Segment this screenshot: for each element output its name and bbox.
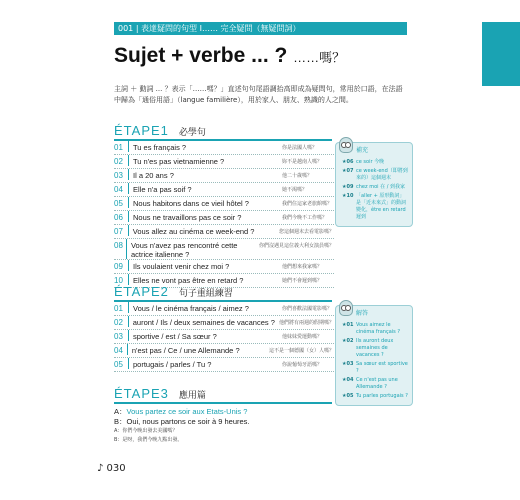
note-item-key: ★10 bbox=[342, 193, 354, 199]
etape2-row bbox=[114, 316, 334, 330]
note-answers-head bbox=[339, 298, 368, 317]
french-sentence: Elle n'a pas soif ? bbox=[128, 183, 278, 194]
note-item bbox=[342, 184, 408, 191]
french-sentence: Vous allez au cinéma ce week-end ? bbox=[128, 225, 275, 236]
sentence-number: 04 bbox=[114, 346, 123, 355]
note-item-text: Sa sœur est sportive ? bbox=[356, 361, 408, 374]
note-item-key: ★09 bbox=[342, 184, 354, 190]
chinese-translation: 他們想來我家嗎？ bbox=[282, 264, 323, 270]
etape3-heading bbox=[114, 386, 206, 401]
note-item-text: Vous aimez le cinéma français ? bbox=[356, 322, 401, 335]
sentence-number: 08 bbox=[114, 241, 123, 250]
etape1-row bbox=[114, 155, 334, 169]
note-item bbox=[342, 361, 408, 375]
chinese-translation: 您這個週末去看電影嗎？ bbox=[278, 229, 334, 235]
speaker-label: B： bbox=[114, 417, 127, 426]
title-sub: ……嗎？ bbox=[293, 50, 346, 65]
owl-icon bbox=[339, 300, 353, 316]
french-sentence: Vous n'avez pas rencontré cette actrice italienne ? bbox=[126, 239, 255, 259]
note-item-key: ★01 bbox=[342, 322, 354, 328]
french-sentence: Tu n'es pas vietnamienne ? bbox=[128, 155, 278, 166]
dialogue-french: Vous partez ce soir aux Etats-Unis ? bbox=[126, 407, 248, 416]
chinese-translation: 他妹妹愛運動嗎？ bbox=[282, 334, 323, 340]
etape3-caption: 應用篇 bbox=[178, 390, 206, 400]
chinese-translation: 我們今晚不工作嗎？ bbox=[282, 215, 328, 221]
etape2-caption: 句子重組練習 bbox=[178, 288, 233, 298]
note-item bbox=[342, 393, 408, 400]
sentence-number: 09 bbox=[114, 262, 123, 271]
sentence-number: 01 bbox=[114, 304, 123, 313]
etape1-row bbox=[114, 260, 334, 274]
sentence-number: 03 bbox=[114, 332, 123, 341]
note-item-text: chez moi 在 / 到我家 bbox=[356, 184, 405, 190]
sentence-number: 03 bbox=[114, 171, 123, 180]
note-answers-title: 解答 bbox=[356, 310, 369, 317]
title-main: Sujet + verbe ... ? bbox=[114, 44, 288, 67]
etape2-row bbox=[114, 302, 334, 316]
etape2-row bbox=[114, 358, 334, 372]
note-item bbox=[342, 377, 408, 391]
chinese-translation: 他們將有兩週的假期嗎？ bbox=[278, 320, 334, 326]
etape1-row bbox=[114, 141, 334, 155]
etape2-label: ÉTAPE2 bbox=[114, 284, 169, 299]
sentence-number: 10 bbox=[114, 276, 123, 285]
french-sentence: portugais / parles / Tu ? bbox=[128, 358, 278, 369]
dialogue-line bbox=[114, 407, 344, 417]
etape1-row bbox=[114, 169, 334, 183]
sentence-number: 02 bbox=[114, 318, 123, 327]
french-sentence: Vous / le cinéma français / aimez ? bbox=[128, 302, 278, 313]
dialogue-translation: B：是呀，我們今晚九點出發。 bbox=[114, 437, 183, 443]
chinese-translation: 我們住這家老旅館嗎？ bbox=[282, 201, 333, 207]
note-answers bbox=[335, 305, 413, 406]
sentence-number: 02 bbox=[114, 157, 123, 166]
note-supplement-title: 補充 bbox=[356, 147, 369, 154]
etape1-sentence-list bbox=[114, 141, 334, 288]
etape2-exercise-list bbox=[114, 302, 334, 372]
etape1-row bbox=[114, 225, 334, 239]
note-item-text: ce soir 今晚 bbox=[356, 159, 385, 165]
etape2-heading bbox=[114, 284, 233, 299]
chinese-translation: 這不是一個德國（女）人嗎？ bbox=[268, 348, 334, 354]
etape1-row bbox=[114, 197, 334, 211]
dialogue-line bbox=[114, 417, 344, 427]
page-number: ♪ 030 bbox=[97, 463, 126, 474]
french-sentence: Il a 20 ans ? bbox=[128, 169, 278, 180]
intro-line: 主詞 ＋ 動詞 ... ？表示「……嗎？」直述句句尾語調抬高即成為疑問句，常用於口語，在法語 bbox=[114, 85, 403, 93]
note-item bbox=[342, 322, 408, 336]
chinese-translation: 他二十歲嗎？ bbox=[282, 173, 313, 179]
etape1-row bbox=[114, 183, 334, 197]
note-item-key: ★06 bbox=[342, 159, 354, 165]
intro-text bbox=[114, 84, 414, 106]
note-supplement bbox=[335, 142, 413, 227]
french-sentence: Elles ne vont pas être en retard ? bbox=[128, 274, 278, 285]
note-item-key: ★03 bbox=[342, 361, 354, 367]
etape2-row bbox=[114, 330, 334, 344]
side-tab bbox=[482, 22, 520, 86]
french-sentence: auront / Ils / deux semaines de vacances ? bbox=[128, 316, 275, 327]
chinese-translation: 她不渴嗎？ bbox=[282, 187, 308, 193]
intro-line: 中歸為「通俗用語」（langue familière），用於家人、朋友、熟識的人之間。 bbox=[114, 96, 353, 104]
etape3-divider bbox=[114, 402, 332, 404]
chapter-header-bar bbox=[114, 22, 407, 35]
sentence-number: 05 bbox=[114, 360, 123, 369]
note-item-text: 「aller + 原形動詞」是「近未來式」的動詞變化，être en retard 遲到 bbox=[356, 193, 407, 220]
note-item-key: ★07 bbox=[342, 168, 354, 174]
note-item-text: ce week-end（即將到來的）這個週末 bbox=[356, 168, 408, 181]
chinese-translation: 你是法國人嗎？ bbox=[282, 145, 318, 151]
french-sentence: Tu es français ? bbox=[128, 141, 278, 152]
etape1-label: ÉTAPE1 bbox=[114, 123, 169, 138]
etape1-heading bbox=[114, 123, 206, 138]
french-sentence: Nous habitons dans ce vieil hôtel ? bbox=[128, 197, 278, 208]
note-item-text: Ce n'est pas une Allemande ? bbox=[356, 377, 398, 390]
note-item-text: Ils auront deux semaines de vacances ? bbox=[356, 338, 394, 358]
etape2-row bbox=[114, 344, 334, 358]
speaker-label: A： bbox=[114, 407, 127, 416]
dialogue bbox=[114, 407, 344, 445]
chinese-translation: 你們沒遇見這位義大利女演員嗎？ bbox=[258, 243, 334, 249]
note-item bbox=[342, 338, 408, 359]
french-sentence: n'est pas / Ce / une Allemande ? bbox=[127, 344, 265, 355]
note-item-key: ★04 bbox=[342, 377, 354, 383]
sentence-number: 01 bbox=[114, 143, 123, 152]
chapter-header-text: 001 | 表達疑問的句型 Ⅰ…… 完全疑問（無疑問詞） bbox=[118, 24, 301, 33]
chinese-translation: 她們不會遲到嗎？ bbox=[282, 278, 323, 284]
owl-icon bbox=[339, 137, 353, 153]
page-title bbox=[114, 44, 345, 68]
french-sentence: Ils voulaient venir chez moi ? bbox=[128, 260, 278, 271]
etape1-row bbox=[114, 239, 334, 260]
sentence-number: 07 bbox=[114, 227, 123, 236]
note-supplement-head bbox=[339, 135, 368, 154]
french-sentence: Nous ne travaillons pas ce soir ? bbox=[128, 211, 278, 222]
sentence-number: 04 bbox=[114, 185, 123, 194]
dialogue-french: Oui, nous partons ce soir à 9 heures. bbox=[126, 417, 250, 426]
chinese-translation: 你說葡萄牙語嗎？ bbox=[282, 362, 323, 368]
etape3-label: ÉTAPE3 bbox=[114, 386, 169, 401]
dialogue-translation: A：你們今晚出發去美國嗎？ bbox=[114, 428, 178, 434]
sentence-number: 06 bbox=[114, 213, 123, 222]
french-sentence: sportive / est / Sa sœur ? bbox=[128, 330, 278, 341]
chinese-translation: 你們喜歡法國電影嗎？ bbox=[282, 306, 333, 312]
chinese-translation: 妳不是越南人嗎？ bbox=[282, 159, 323, 165]
etape1-row bbox=[114, 211, 334, 225]
sentence-number: 05 bbox=[114, 199, 123, 208]
etape1-caption: 必學句 bbox=[178, 127, 206, 137]
note-item bbox=[342, 168, 408, 182]
note-item bbox=[342, 193, 408, 221]
note-item bbox=[342, 159, 408, 166]
note-item-key: ★05 bbox=[342, 393, 354, 399]
note-item-key: ★02 bbox=[342, 338, 354, 344]
note-item-text: Tu parles portugais ? bbox=[356, 393, 408, 399]
